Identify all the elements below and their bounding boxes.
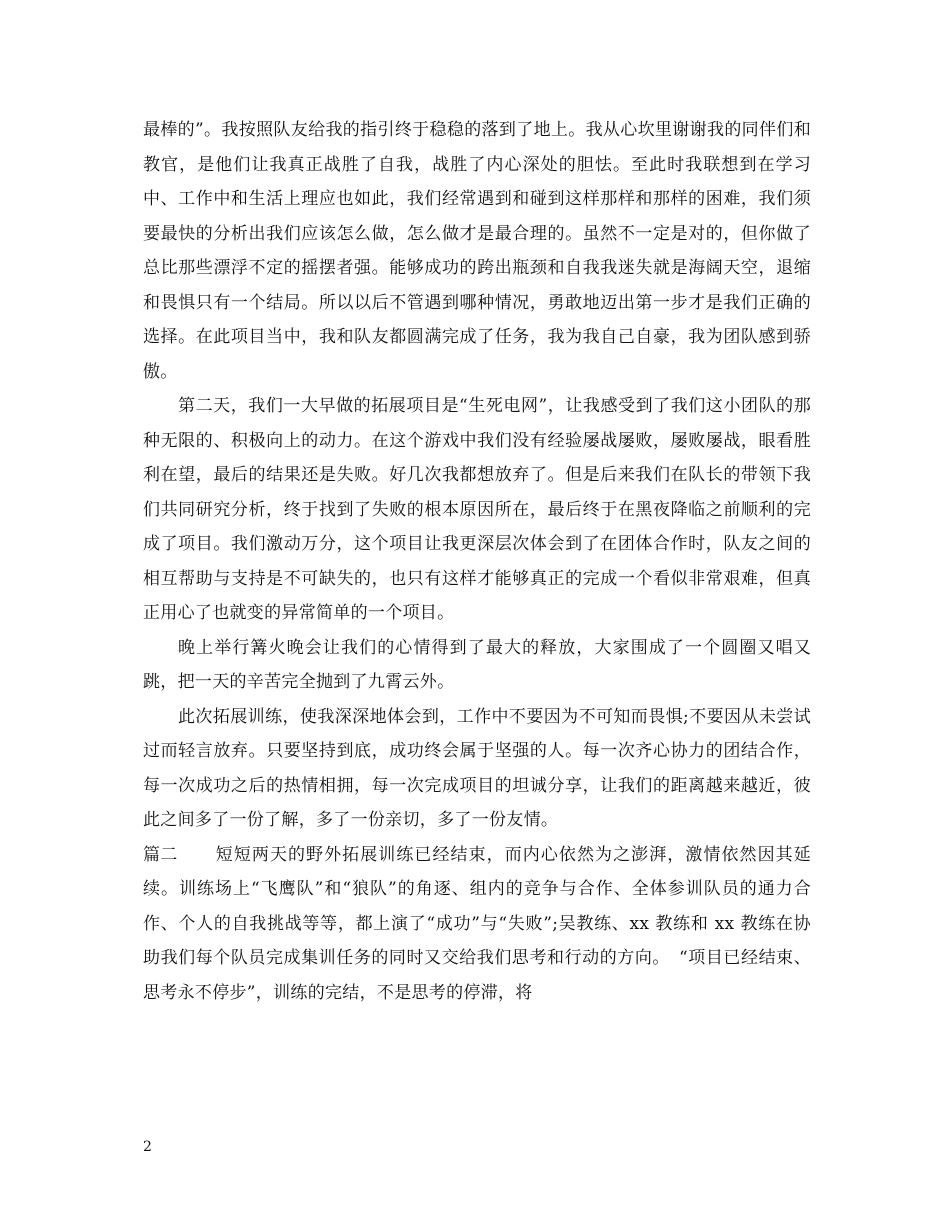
paragraph-summary: 此次拓展训练，使我深深地体会到，工作中不要因为不可知而畏惧;不要因从未尝试过而轻言放弃。只要坚持到底，成功终会属于坚强的人。每一次齐心协力的团结合作，每一次成功之后的热情相拥，每一次完成项目的坦诚分享，让我们的距离越来越近，彼此之间多了一份了解，多了一份亲切，多了一份友情。	[143, 706, 811, 830]
paragraph-section-two	[143, 838, 829, 1011]
paragraph-bonfire: 晚上举行篝火晚会让我们的心情得到了最大的释放，大家围成了一个圆圈又唱又跳，把一天的辛苦完全抛到了九霄云外。	[143, 637, 811, 692]
page-number: 2	[143, 1139, 152, 1155]
paragraph-second-day: 第二天，我们一大早做的拓展项目是“生死电网”，让我感受到了我们这小团队的那种无限的、积极向上的动力。在这个游戏中我们没有经验屡战屡败，屡败屡战，眼看胜利在望，最后的结果还是失败。好几次我都想放弃了。但是后来我们在队长的带领下我们共同研究分析，终于找到了失败的根本原因所在，最后终于在黑夜降临之前顺利的完成了项目。我们激动万分，这个项目让我更深层次体会到了在团体合作时，队友之间的相互帮助与支持是不可缺失的，也只有这样才能够真正的完成一个看似非常艰难，但真正用心了也就变的异常简单的一个项目。	[143, 396, 811, 623]
document-body	[143, 113, 829, 1010]
paragraph-continuation: 最棒的”。我按照队友给我的指引终于稳稳的落到了地上。我从心坎里谢谢我的同伴们和教官，是他们让我真正战胜了自我，战胜了内心深处的胆怯。至此时我联想到在学习中、工作中和生活上理应也如此，我们经常遇到和碰到这样那样和那样的困难，我们须要最快的分析出我们应该怎么做，怎么做才是最合理的。虽然不一定是对的，但你做了总比那些漂浮不定的摇摆者强。能够成功的跨出瓶颈和自我我迷失就是海阔天空，退缩和畏惧只有一个结局。所以以后不管遇到哪种情况，勇敢地迈出第一步才是我们正确的选择。在此项目当中，我和队友都圆满完成了任务，我为我自己自豪，我为团队感到骄傲。	[143, 120, 811, 382]
section-two-text: 短短两天的野外拓展训练已经结束，而内心依然为之澎湃，激情依然因其延续。训练场上“飞鹰队”和“狼队”的角逐、组内的竞争与合作、全体参训队员的通力合 作、个人的自我挑战等等，都上演了“成功”与“失败”;吴教练、xx 教练和 xx 教练在协助我们每个队员完成集训任务的同时又交给我们思考和行动的方向。 “项目已经结束、思考永不停步”，训练的完结，不是思考的停滞，将	[143, 844, 829, 1003]
section-label: 篇二	[143, 844, 178, 865]
